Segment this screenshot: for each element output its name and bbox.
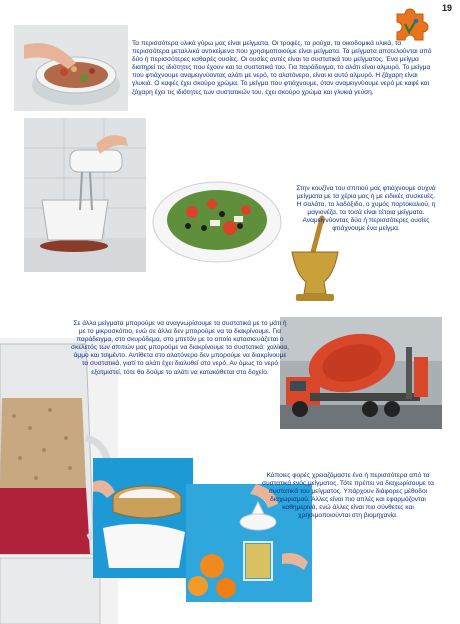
intro-paragraph: Τα περισσότερα υλικά γύρω μας είναι μείγματα. Οι τροφές, τα ρούχα, τα οικοδομικά υλικά, τα περισσότερα μεταλλικά αντικείμενα που χρησιμοποιούμε είναι μείγματα. Τα μείγματα αποτελούνται από δύο ή περισσότερες καθαρές ουσίες. Οι ουσίες αυτές είναι τα συστατικά του μείγματος. Ένα μείγμα διατηρεί τις ιδιότητες που έχουν και τα συστατικά του. Για παράδειγμα, το αλάτι είναι αλμυρό. Το μείγμα που φτιάχνουμε αναμειγνύοντας αλάτι με νερό, το αλατόνερο, είναι κι αυτό αλμυρό. Η ζάχαρη είναι γλυκιά. Ο καφές έχει σκούρο χρώμα. Το μείγμα που φτιάχνουμε, όταν αναμειγνύουμε νερό με καφέ και ζάχαρη έχει τις ιδιότητες των συστατικών του, έχει σκούρο χρώμα και γλυκιά γεύση. [132, 40, 432, 96]
component-recognition-paragraph: Σε άλλα μείγματα μπορούμε να αναγνωρίσουμε τα συστατικά με το μάτι ή με το μικροσκόπιο, ενώ σε άλλα δεν μπορούμε να τα διακρίνουμε. Για παράδειγμα, στο σκυρόδεμα, στο μπετόν με το οποίο κατασκευάζεται ο σκελετός των σπιτιών μας μπορούμε να διακρίνουμε τα συστατικά: χαλίκια, άμμο και τσιμέντο. Αντίθετα στο αλατόνερο δεν μπορούμε να διακρίνουμε τα συστατικά, γιατί το αλάτι έχει διαλυθεί στο νερό. Αν όμως το νερό εξατμιστεί, τότε θα δούμε το αλάτι να κατακάθεται στο δοχείο. [71, 320, 289, 376]
mixing-bowl-photo [14, 25, 128, 111]
cement-mixer-truck-photo [280, 317, 442, 429]
kitchen-mixtures-paragraph: Στην κουζίνα του σπιτιού μας φτιάχνουμε συχνά μείγματα με τα χέρια μας ή με ειδικές συσκευές. Η σαλάτα, το λαδόξιδο, ο χυμός πορτοκαλιού, η μαγιονέζα, τα τοσά είναι τέτοια μείγματα. Αναμειγνύοντας δύο ή περισσότερες ουσίες φτιάχνουμε ένα μείγμα. [296, 185, 436, 233]
page-number: 19 [441, 3, 452, 13]
electric-mixer-photo [24, 118, 146, 272]
separation-methods-paragraph: Κάποιες φορές χρειαζόμαστε ένα ή περισσότερα από τα συστατικά ενός μείγματος. Τότε πρέπει να διαχωρίσουμε τα συστατικά του μείγματος. Υπάρχουν διάφορες μέθοδοι διαχωρισμού. Άλλες είναι πιο απλές και εφαρμόζονται καθημερινά, ενώ άλλες είναι πιο σύνθετες και χρησιμοποιούνται στη βιομηχανία. [262, 472, 434, 520]
salad-bowl-photo [150, 170, 284, 268]
sieve-flour-photo [93, 458, 193, 578]
